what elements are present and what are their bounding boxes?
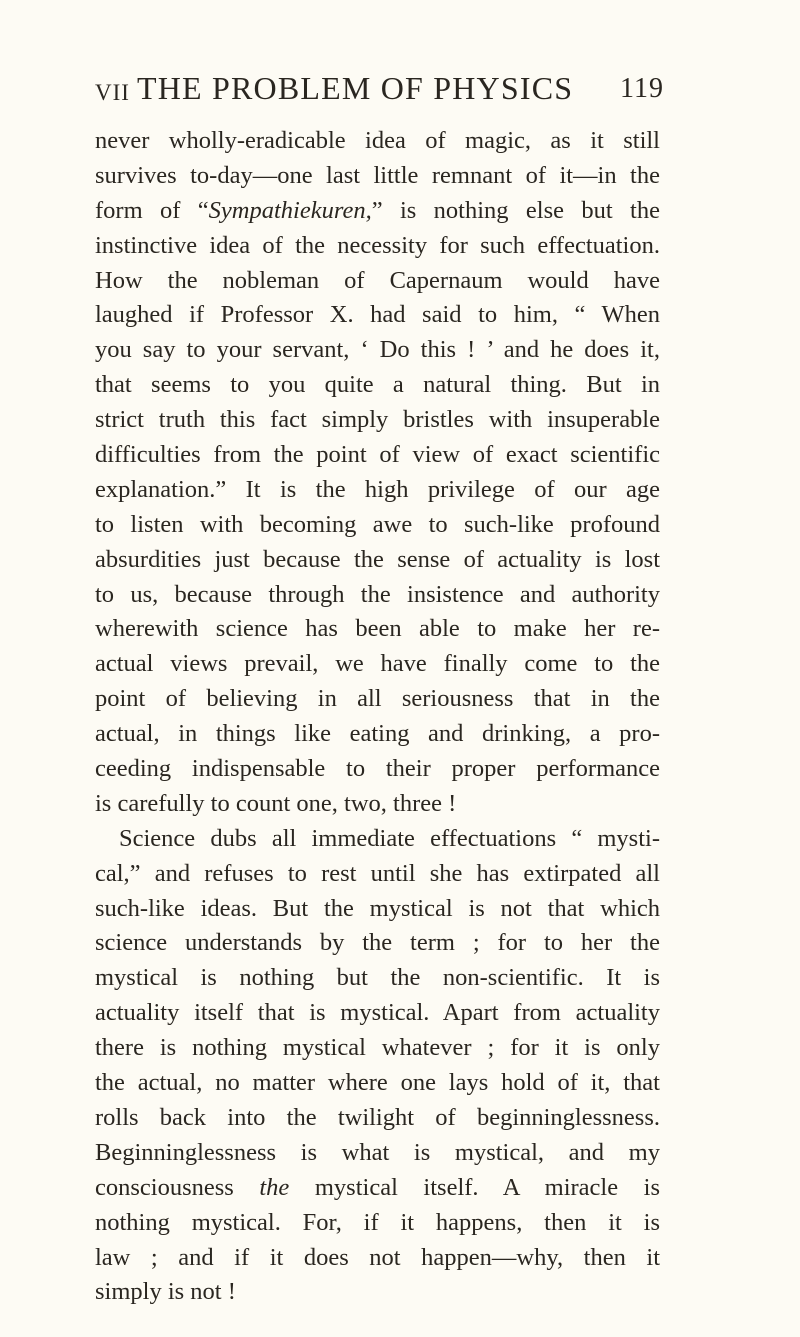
text-line: law ; and if it does not happen—why, then it bbox=[95, 1243, 660, 1271]
text-line: such-like ideas. But the mystical is not that which bbox=[95, 894, 660, 922]
text-line: science understands by the term ; for to her the bbox=[95, 929, 660, 957]
text-line: difficulties from the point of view of exact scientific bbox=[95, 441, 660, 469]
text-line: laughed if Professor X. had said to him, “ When bbox=[95, 301, 660, 329]
text-line: the actual, no matter where one lays hold of it, that bbox=[95, 1069, 660, 1097]
text-line: mystical is nothing but the non-scientific. It is bbox=[95, 964, 660, 992]
text-line: nothing mystical. For, if it happens, then it is bbox=[95, 1208, 660, 1236]
text-line: actual views prevail, we have finally come to the bbox=[95, 650, 660, 678]
text-line: strict truth this fact simply bristles with insuperable bbox=[95, 406, 660, 434]
text-line: ceeding indispensable to their proper performance bbox=[95, 755, 660, 783]
text-line: explanation.” It is the high privilege of our age bbox=[95, 475, 660, 503]
text-line: is carefully to count one, two, three ! bbox=[95, 789, 457, 817]
chapter-number: VII bbox=[95, 80, 130, 105]
text-line: Science dubs all immediate effectuations “ mysti- bbox=[119, 824, 660, 852]
text-line: point of believing in all seriousness that in the bbox=[95, 685, 660, 713]
text-line bbox=[95, 194, 660, 229]
text-line: wherewith science has been able to make her re- bbox=[95, 615, 660, 643]
text-fragment: ” is nothing else but the bbox=[371, 196, 660, 224]
italic-term: Sympathiekuren, bbox=[208, 196, 372, 224]
text-fragment: mystical itself. A miracle is bbox=[289, 1173, 660, 1201]
text-line: never wholly-eradicable idea of magic, as it still bbox=[95, 127, 660, 154]
text-line: that seems to you quite a natural thing. But in bbox=[95, 371, 660, 399]
running-head bbox=[95, 70, 655, 120]
text-line: How the nobleman of Capernaum would have bbox=[95, 266, 660, 294]
text-line: instinctive idea of the necessity for such effectuation. bbox=[95, 231, 660, 259]
text-line: actual, in things like eating and drinking, a pro- bbox=[95, 720, 660, 748]
text-fragment: form of “ bbox=[95, 196, 209, 224]
text-line: simply is not ! bbox=[95, 1278, 236, 1306]
text-line: you say to your servant, ‘ Do this ! ’ and he does it, bbox=[95, 336, 660, 364]
page-number: 119 bbox=[620, 73, 664, 104]
text-line: survives to-day—one last little remnant of it—in the bbox=[95, 161, 660, 189]
text-line: there is nothing mystical whatever ; for it is only bbox=[95, 1034, 660, 1062]
text-fragment: consciousness bbox=[95, 1173, 260, 1201]
italic-term: the bbox=[259, 1173, 290, 1201]
running-title: THE PROBLEM OF PHYSICS bbox=[137, 70, 574, 106]
text-line bbox=[95, 1171, 660, 1206]
text-line: absurdities just because the sense of actuality is lost bbox=[95, 545, 660, 573]
text-line: cal,” and refuses to rest until she has extirpated all bbox=[95, 859, 660, 887]
text-line: rolls back into the twilight of beginninglessness. bbox=[95, 1103, 660, 1131]
text-line: to listen with becoming awe to such-like profound bbox=[95, 510, 660, 538]
text-line: Beginninglessness is what is mystical, and my bbox=[95, 1138, 660, 1166]
text-line: actuality itself that is mystical. Apart from actuality bbox=[95, 999, 660, 1027]
body-text bbox=[95, 124, 660, 1310]
text-line: to us, because through the insistence and authority bbox=[95, 580, 660, 608]
